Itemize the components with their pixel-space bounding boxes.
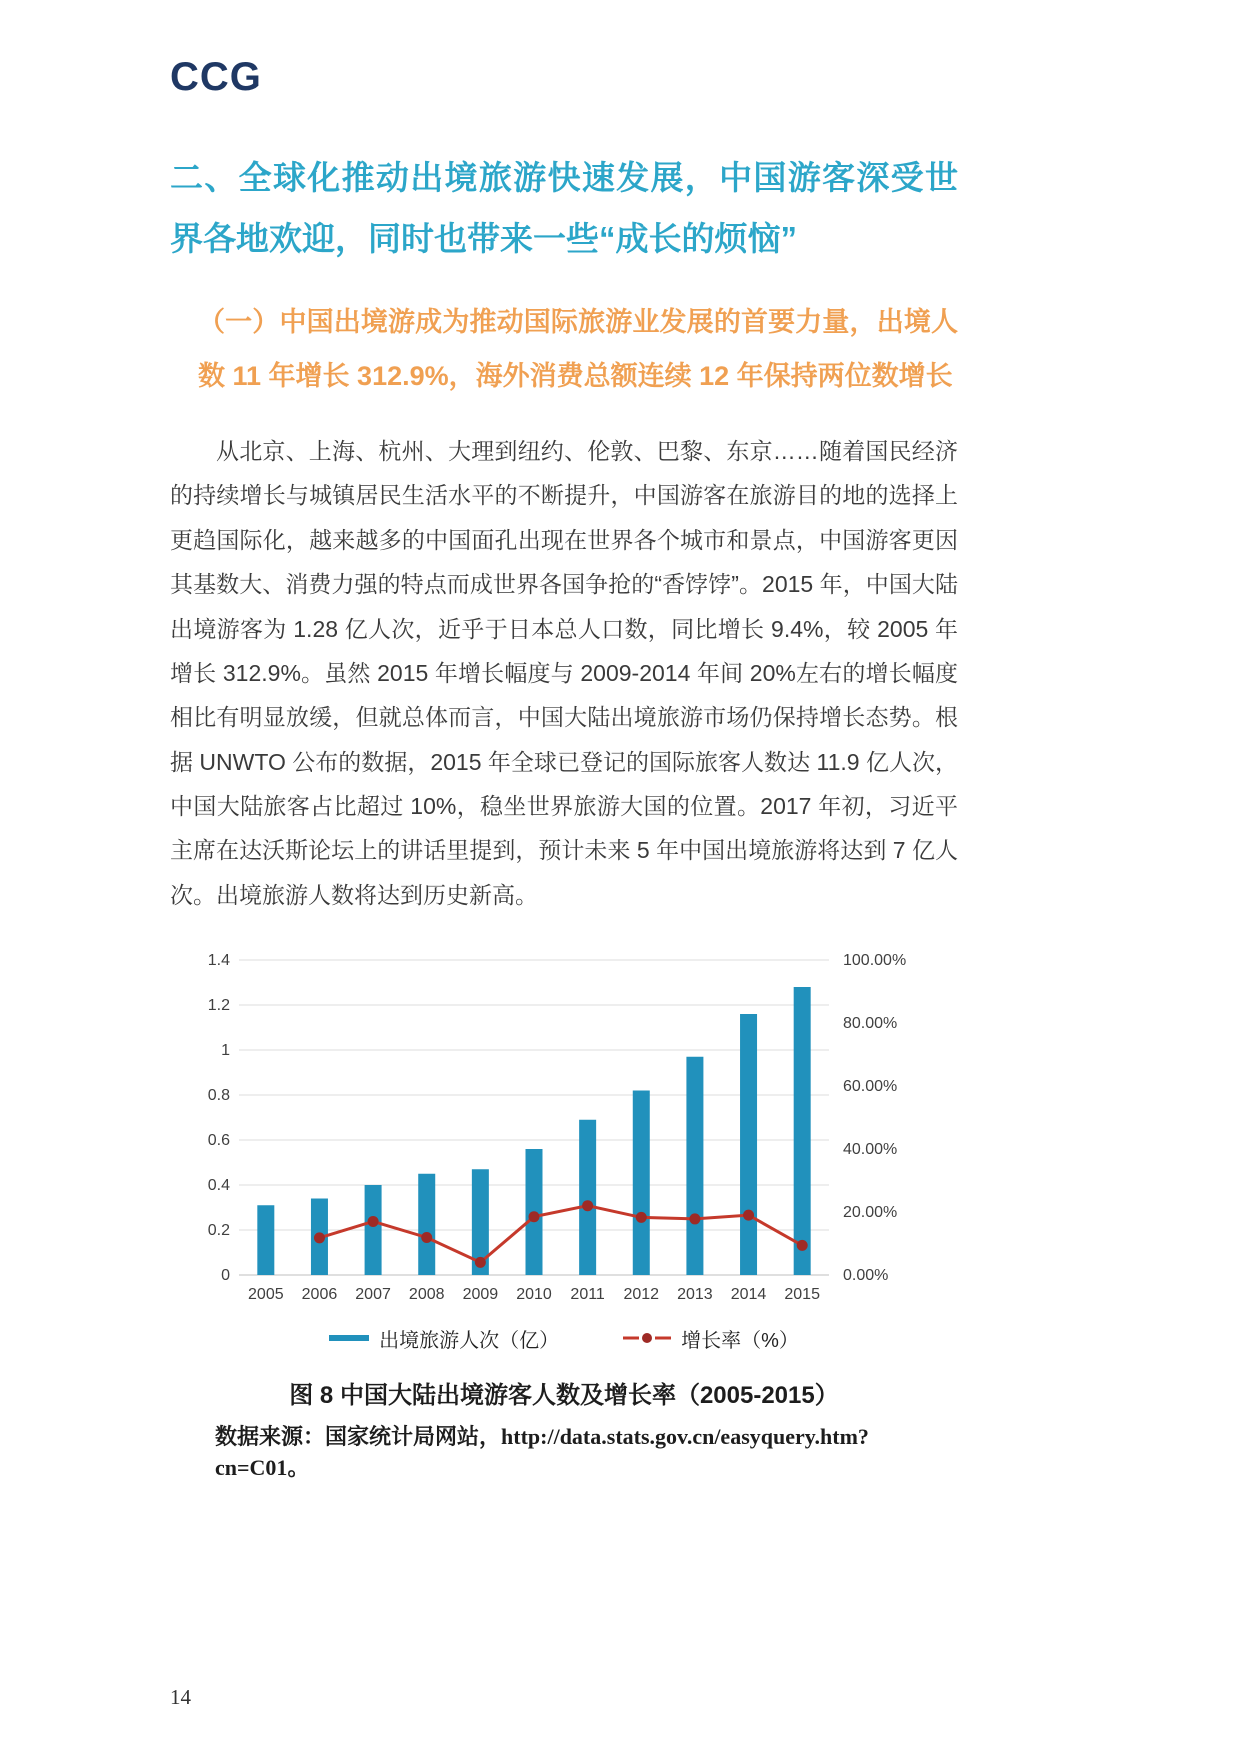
svg-text:0.8: 0.8 [207,1087,230,1105]
svg-text:0: 0 [221,1267,230,1285]
svg-text:2007: 2007 [355,1286,391,1304]
bar-series-swatch-icon [329,1331,369,1345]
figure-source [170,1420,958,1482]
section-heading: 二、全球化推动出境旅游快速发展，中国游客深受世界各地欢迎，同时也带来一些“成长的烦恼” [170,159,958,258]
svg-text:1: 1 [221,1042,230,1060]
svg-text:2011: 2011 [570,1286,605,1304]
line-series-swatch-icon [623,1331,671,1345]
svg-text:2010: 2010 [516,1286,552,1304]
svg-text:0.00%: 0.00% [843,1267,889,1285]
svg-text:2006: 2006 [301,1286,338,1304]
svg-text:1.4: 1.4 [207,952,230,970]
body-paragraph: 从北京、上海、杭州、大理到纽约、伦敦、巴黎、东京……随着国民经济的持续增长与城镇居民生活水平的不断提升，中国游客在旅游目的地的选择上更趋国际化，越来越多的中国面孔出现在世界各个城市和景点，中国游客更因其基数大、消费力强的特点而成世界各国争抢的“香饽饽”。2015 年，中国大陆出境游客为 1.28 亿人次，近乎于日本总人口数，同比增长 9.4%，较 2005 年增长 312.9%。虽然 2015 年增长幅度与 2009-2014 年间 20%左右的增长幅度相比有明显放缓，但就总体而言，中国大陆出境旅游市场仍保持增长态势。根据 UNWTO 公布的数据，2015 年全球已登记的国际旅客人数达 11.9 亿人次，中国大陆旅客占比超过 10%，稳坐世界旅游大国的位置。2017 年初，习近平主席在达沃斯论坛上的讲话里提到，预计未来 5 年中国出境旅游将达到 7 亿人次。出境旅游人数将达到历史新高。 [170,438,958,908]
legend-item-line-series [623,1324,799,1353]
svg-text:60.00%: 60.00% [843,1078,898,1096]
legend-label-bar-series: 出境旅游人次（亿） [379,1329,560,1352]
source-url[interactable]: http://data.stats.gov.cn/easyquery.htm?cn=C01 [215,1424,869,1481]
svg-text:20.00%: 20.00% [843,1204,898,1222]
svg-text:0.6: 0.6 [207,1132,230,1150]
page-number: 14 [170,1685,191,1709]
legend-label-line-series: 增长率（%） [681,1329,799,1352]
source-prefix: 数据来源：国家统计局网站， [215,1424,502,1450]
svg-text:0.4: 0.4 [207,1177,230,1195]
svg-text:1.2: 1.2 [207,997,230,1015]
source-suffix: 。 [287,1455,310,1481]
svg-text:0.2: 0.2 [207,1222,230,1240]
svg-text:2014: 2014 [730,1286,767,1304]
figure-caption: 图 8 中国大陆出境游客人数及增长率（2005-2015） [289,1382,839,1410]
svg-text:2005: 2005 [248,1286,284,1304]
ccg-logo: CCG [170,55,262,99]
svg-text:2015: 2015 [784,1286,820,1304]
subsection-heading: （一）中国出境游成为推动国际旅游业发展的首要力量，出境人数 11 年增长 312.9%，海外消费总额连续 12 年保持两位数增长 [198,307,958,392]
svg-text:40.00%: 40.00% [843,1141,898,1159]
combo-chart [184,945,944,1313]
svg-text:2009: 2009 [462,1286,499,1304]
svg-text:2008: 2008 [408,1286,445,1304]
svg-text:2013: 2013 [677,1286,713,1304]
content-column [170,0,958,1482]
chart-figure [170,945,958,1482]
svg-text:2012: 2012 [623,1286,660,1304]
legend-item-bar-series [329,1324,559,1353]
chart-legend [170,1323,958,1353]
svg-text:100.00%: 100.00% [843,952,907,970]
svg-text:80.00%: 80.00% [843,1015,898,1033]
